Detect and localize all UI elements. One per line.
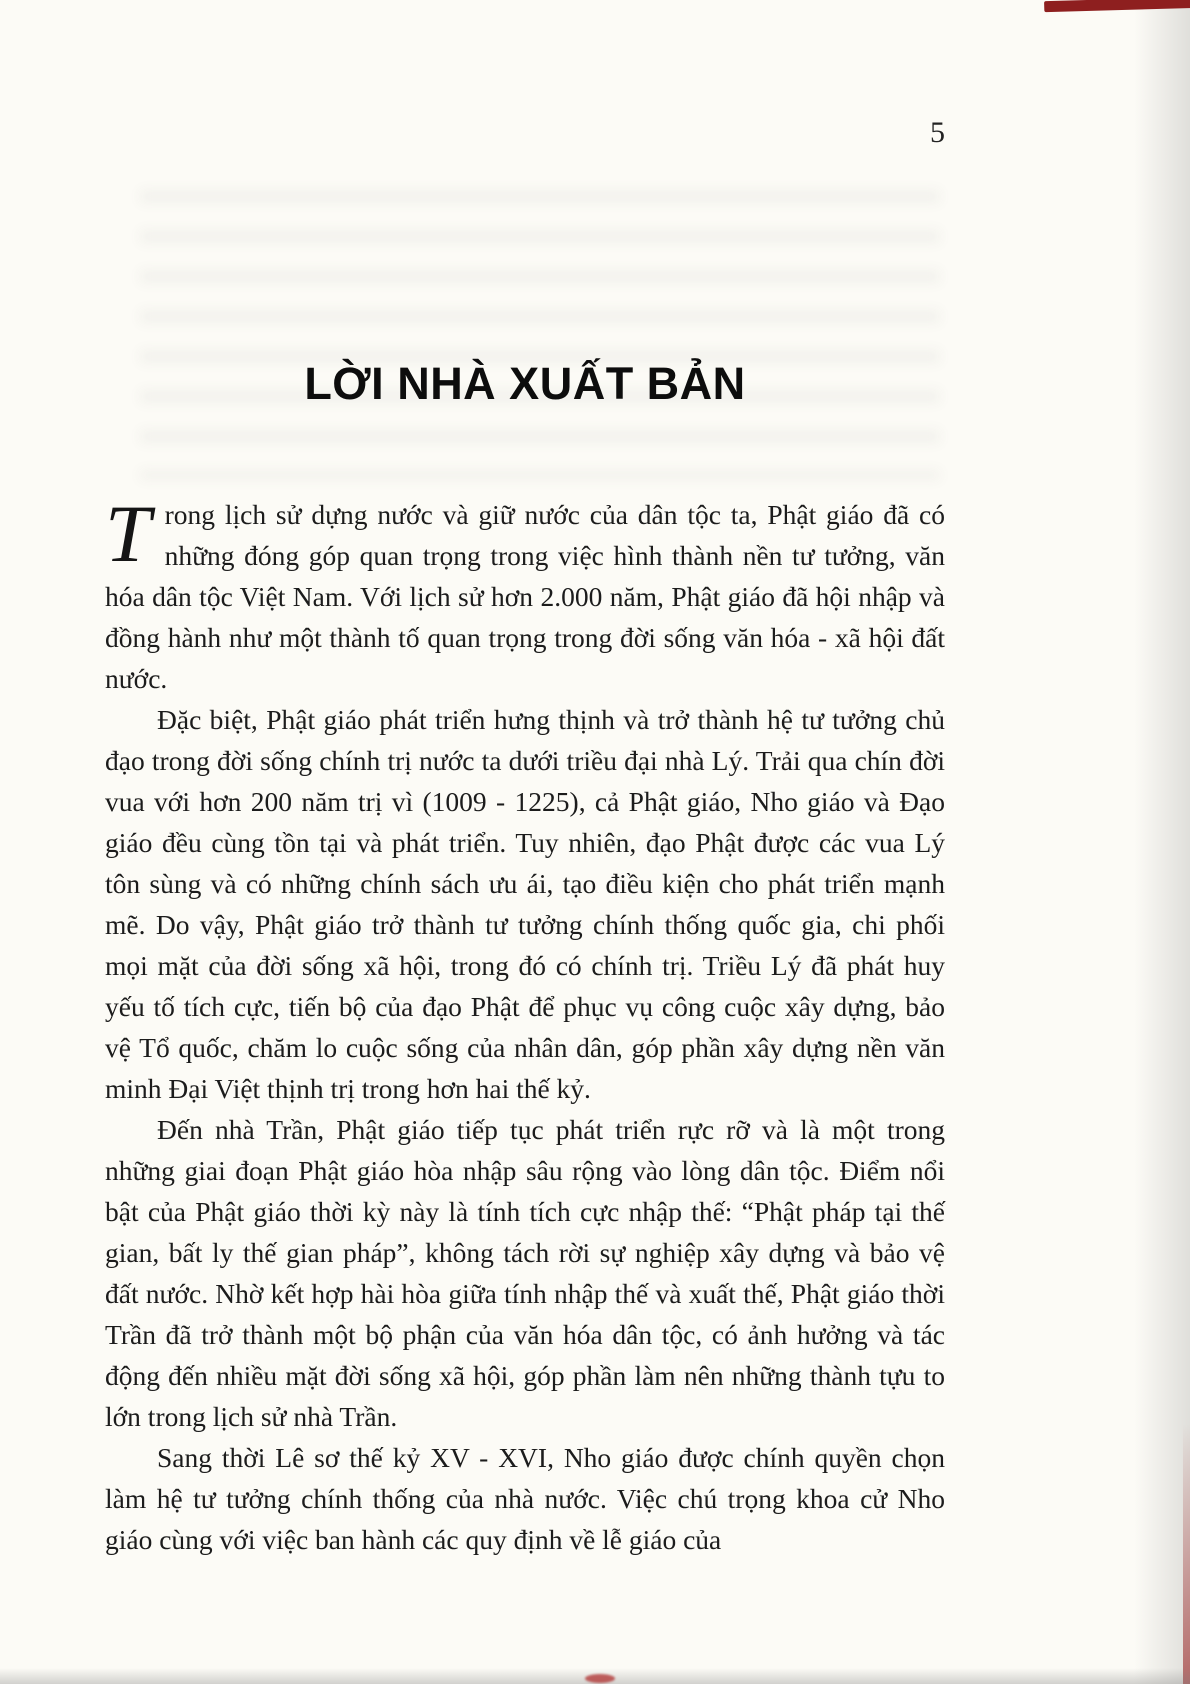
paragraph (105, 488, 945, 699)
text-block (105, 0, 945, 1560)
page-number: 5 (930, 116, 945, 149)
scan-artifact-red-right-edge (1183, 1424, 1190, 1684)
page-edge-shadow (1134, 0, 1190, 1684)
scan-artifact-red-speck (585, 1674, 615, 1683)
page-title: LỜI NHÀ XUẤT BẢN (304, 358, 746, 409)
scan-artifact-red-top-edge (1044, 0, 1190, 12)
paragraph: Sang thời Lê sơ thế kỷ XV - XVI, Nho giáo được chính quyền chọn làm hệ tư tưởng chính thống của nhà nước. Việc chú trọng khoa cử Nho giáo cùng với việc ban hành các quy định về lễ giáo của (105, 1442, 945, 1555)
paragraph-text: rong lịch sử dựng nước và giữ nước của dân tộc ta, Phật giáo đã có những đóng góp quan trọng trong việc hình thành nền tư tưởng, văn hóa dân tộc Việt Nam. Với lịch sử hơn 2.000 năm, Phật giáo đã hội nhập và đồng hành như một thành tố quan trọng trong đời sống văn hóa - xã hội đất nước. (105, 499, 945, 694)
dropcap-initial: T (105, 488, 151, 579)
body-text (105, 488, 945, 1560)
paragraph: Đến nhà Trần, Phật giáo tiếp tục phát triển rực rỡ và là một trong những giai đoạn Phật giáo hòa nhập sâu rộng vào lòng dân tộc. Điểm nổi bật của Phật giáo thời kỳ này là tính tích cực nhập thế: “Phật pháp tại thế gian, bất ly thế gian pháp”, không tách rời sự nghiệp xây dựng và bảo vệ đất nước. Nhờ kết hợp hài hòa giữa tính nhập thế và xuất thế, Phật giáo thời Trần đã trở thành một bộ phận của văn hóa dân tộc, có ảnh hưởng và tác động đến nhiều mặt đời sống xã hội, góp phần làm nên những thành tựu to lớn trong lịch sử nhà Trần. (105, 1114, 945, 1432)
paragraph: Đặc biệt, Phật giáo phát triển hưng thịnh và trở thành hệ tư tưởng chủ đạo trong đời sống chính trị nước ta dưới triều đại nhà Lý. Trải qua chín đời vua với hơn 200 năm trị vì (1009 - 1225), cả Phật giáo, Nho giáo và Đạo giáo đều cùng tồn tại và phát triển. Tuy nhiên, đạo Phật được các vua Lý tôn sùng và có những chính sách ưu ái, tạo điều kiện cho phát triển mạnh mẽ. Do vậy, Phật giáo trở thành tư tưởng chính thống quốc gia, chi phối mọi mặt của đời sống xã hội, trong đó có chính trị. Triều Lý đã phát huy yếu tố tích cực, tiến bộ của đạo Phật để phục vụ công cuộc xây dựng, bảo vệ Tổ quốc, chăm lo cuộc sống của nhân dân, góp phần xây dựng nền văn minh Đại Việt thịnh trị trong hơn hai thế kỷ. (105, 704, 945, 1104)
